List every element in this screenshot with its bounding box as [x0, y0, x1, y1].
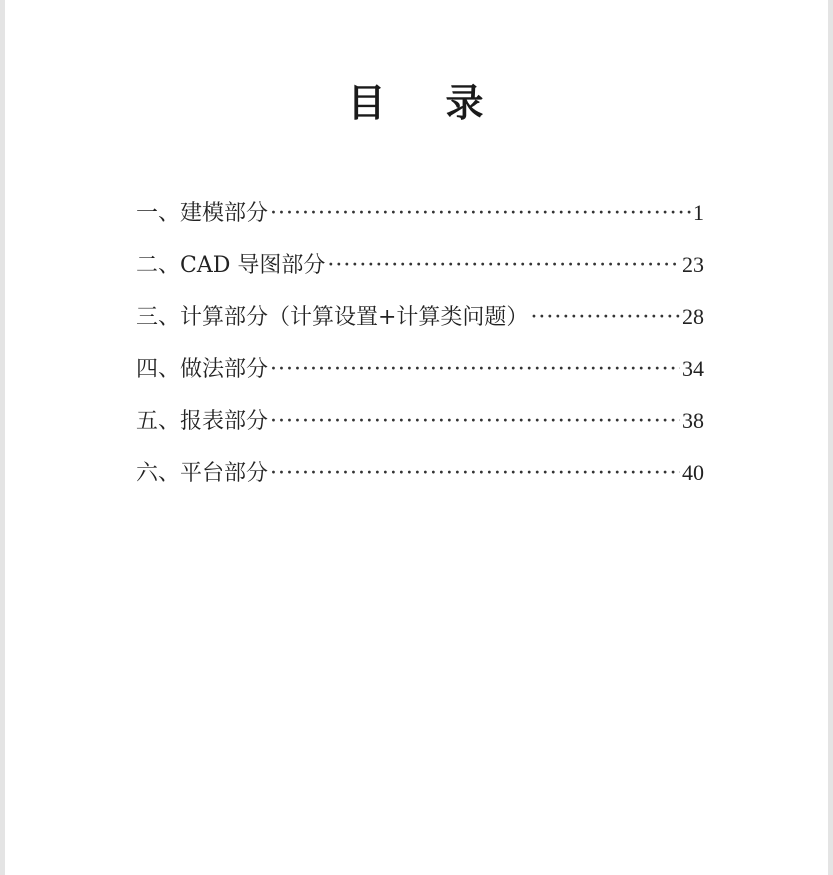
table-of-contents [136, 196, 704, 508]
toc-leader-dots [270, 201, 691, 226]
title-char-2: 录 [445, 80, 486, 125]
toc-entry-reports[interactable] [136, 404, 704, 456]
toc-leader-dots [270, 409, 680, 434]
toc-leader-dots [270, 357, 680, 382]
toc-entry-label: 一、建模部分 [136, 201, 269, 226]
toc-entry-platform[interactable] [136, 456, 704, 508]
toc-entry-label: 六、平台部分 [136, 461, 269, 486]
toc-entry-label: 四、做法部分 [136, 357, 269, 382]
toc-entry-label: 五、报表部分 [136, 409, 269, 434]
toc-entry-label: 二、CAD 导图部分 [136, 253, 326, 278]
document-page [5, 0, 828, 875]
toc-entry-page: 34 [682, 356, 704, 381]
toc-entry-modeling[interactable] [136, 196, 704, 248]
toc-entry-methods[interactable] [136, 352, 704, 404]
toc-leader-dots [327, 253, 680, 278]
toc-leader-dots [530, 305, 680, 330]
toc-entry-calculation[interactable] [136, 300, 704, 352]
toc-leader-dots [270, 461, 680, 486]
page-title [5, 72, 828, 127]
toc-entry-page: 28 [682, 304, 704, 329]
toc-entry-page: 23 [682, 252, 704, 277]
toc-entry-page: 40 [682, 460, 704, 485]
title-char-1: 目 [347, 80, 388, 125]
toc-entry-page: 38 [682, 408, 704, 433]
toc-entry-cad-import[interactable] [136, 248, 704, 300]
toc-entry-label: 三、计算部分（计算设置+计算类问题） [136, 305, 529, 330]
toc-entry-page: 1 [693, 200, 704, 225]
